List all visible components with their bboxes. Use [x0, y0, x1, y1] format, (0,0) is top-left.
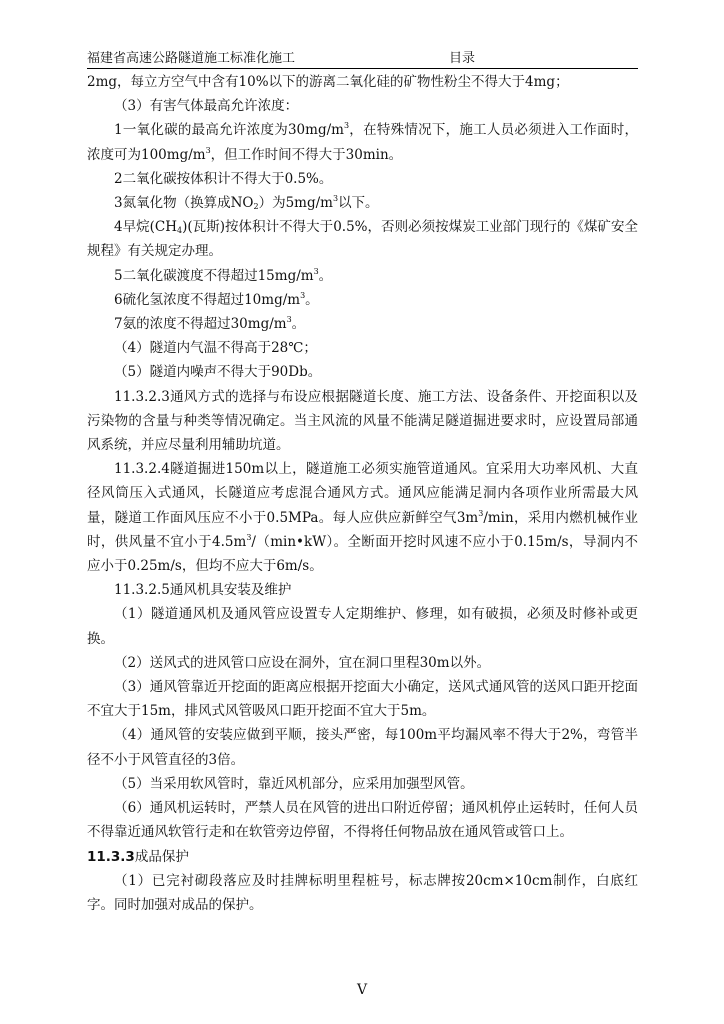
paragraph: （3）有害气体最高允许浓度：	[114, 98, 299, 115]
paragraph: 11.3.2.3通风方式的选择与布设应根据隧道长度、施工方法、设备条件、开挖面积以及污染物的含量与种类等情况确定。当主风流的风量不能满足隧道掘进要求时，应设置局部通风系统，并应尽量利用辅助坑道。	[87, 388, 638, 454]
header-title: 福建省高速公路隧道施工标准化施工	[87, 51, 296, 66]
paragraph: 5二氧化碳渡度不得超过$15mg/m^3$。	[114, 266, 333, 284]
document-body	[87, 70, 638, 917]
paragraph: （5）隧道内噪声不得大于90Db。	[114, 364, 322, 381]
section-heading: 11.3.3成品保护	[87, 848, 189, 865]
paragraph: （5）当采用软风管时，靠近风机部分，应采用加强型风管。	[114, 775, 474, 792]
header-section: 目录	[449, 51, 476, 66]
paragraph: （4）通风管的安装应做到平顺，接头严密，每100m平均漏风率不得大于2%，弯管半径不小于风管直径的3倍。	[87, 727, 638, 768]
paragraph: （2）送风式的进风管口应设在洞外，宜在洞口里程30m以外。	[114, 654, 491, 671]
paragraph: 7氨的浓度不得超过$30mg/m^3$。	[114, 315, 306, 333]
paragraph: 1一氧化碳的最高允许浓度为$30mg/m^3$，在特殊情况下，施工人员必须进入工作面时，浓度可为$100mg/m^3$，但工作时间不得大于30min。	[87, 121, 639, 163]
paragraph: 11.3.2.4隧道掘进150m以上，隧道施工必须实施管道通风。宜采用大功率风机、大直径风筒压入式通风，长隧道应考虑混合通风方式。通风应能满足洞内各项作业所需最大风量，隧道工作面风压应不小于0.5MPa。每人应供应新鲜空气$3m^3/\min$，采用内燃机械作业时，供风量不宜小于$4.5m^3/(\min•kW)$。全断面开挖时风速不应小于0.15m/s，导洞内不应小于0.25m/s，但均不应大于6m/s。	[87, 461, 638, 575]
paragraph: （3）通风管靠近开挖面的距离应根据开挖面大小确定，送风式通风管的送风口距开挖面不宜大于15m，排风式风管吸风口距开挖面不宜大于5m。	[87, 679, 638, 720]
paragraph: （1）已完衬砌段落应及时挂牌标明里程桩号，标志牌按20cm×10cm制作，白底红字。同时加强对成品的保护。	[87, 872, 638, 913]
paragraph: （4）隧道内气温不得高于28℃；	[114, 340, 317, 357]
paragraph: 2mg，每立方空气中含有10%以下的游离二氧化硅的矿物性粉尘不得大于4mg；	[87, 74, 569, 90]
paragraph: （1）隧道通风机及通风管应设置专人定期维护、修理，如有破损，必须及时修补或更换。	[87, 606, 638, 647]
paragraph: 3氮氧化物（换算成$NO_2$）为$5mg/m^3$以下。	[114, 194, 379, 212]
paragraph: （6）通风机运转时，严禁人员在风管的进出口附近停留；通风机停止运转时，任何人员不得靠近通风软管行走和在软管旁边停留，不得将任何物品放在通风管或管口上。	[87, 800, 638, 841]
paragraph: 2二氧化碳按体积计不得大于0.5%。	[114, 170, 333, 187]
paragraph: 6硫化氢浓度不得超过$10mg/m^3$。	[114, 290, 319, 308]
page-number: V	[356, 982, 368, 998]
paragraph: 11.3.2.5通风机具安装及维护	[114, 582, 292, 599]
paragraph: 4早烷$(CH_4)$(瓦斯)按体积计不得大于0.5%，否则必须按煤炭工业部门现行的《煤矿安全规程》有关规定办理。	[87, 219, 638, 260]
page-header	[87, 52, 638, 69]
